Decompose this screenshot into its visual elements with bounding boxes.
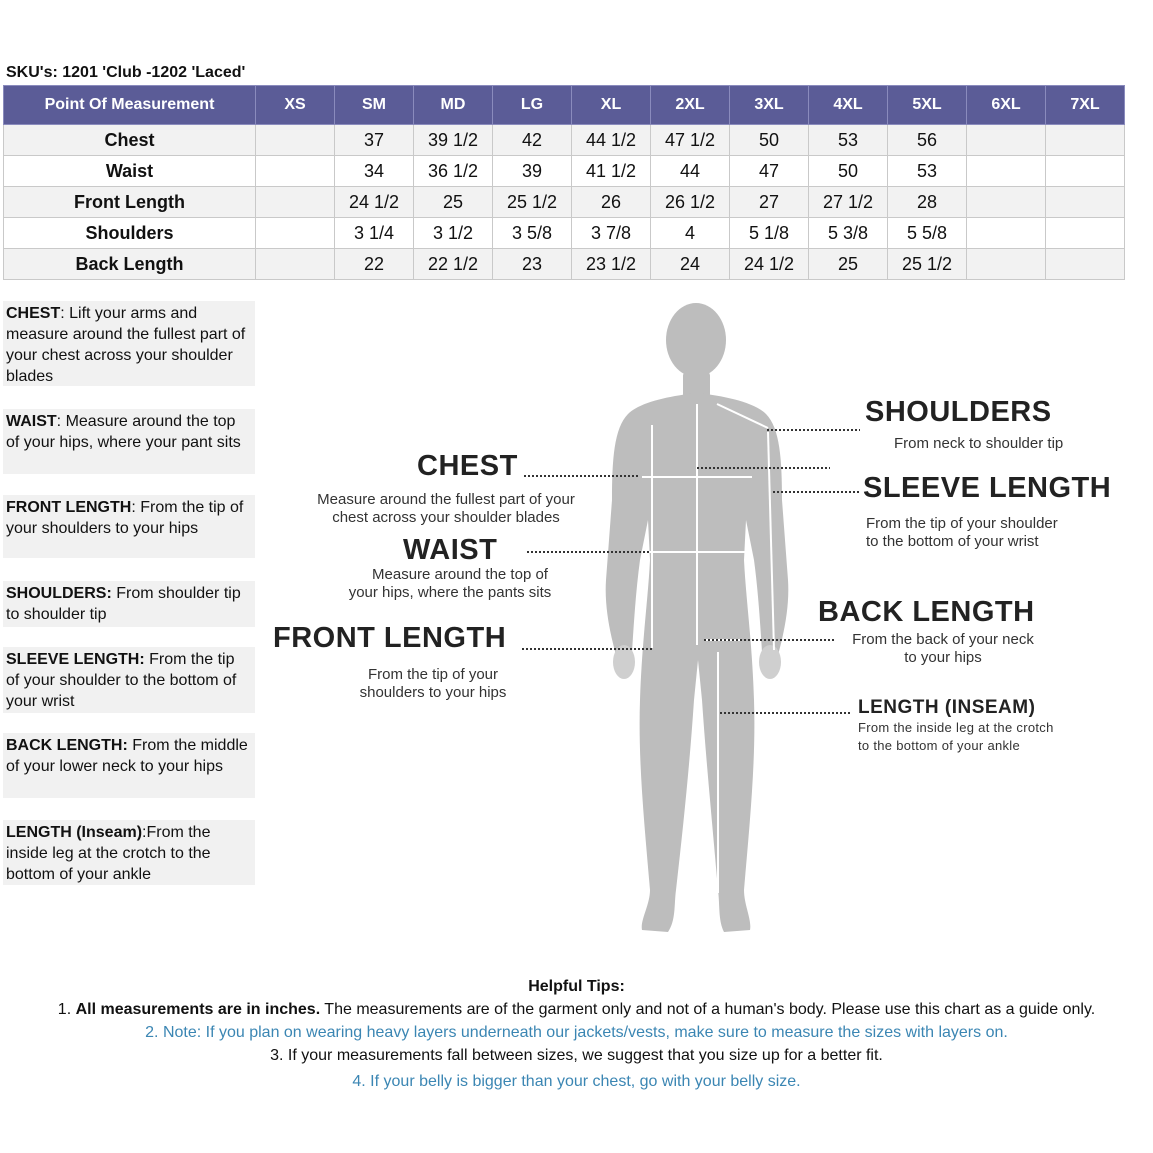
desc-text: : From the tip of your shoulders to your hips xyxy=(6,499,244,537)
table-cell: 36 1/2 xyxy=(414,156,493,187)
diagram-inseam-title: LENGTH (INSEAM) xyxy=(858,697,1036,718)
diagram-back-length-title: BACK LENGTH xyxy=(818,596,1035,628)
desc-term: WAIST xyxy=(6,413,57,430)
table-cell: 56 xyxy=(888,125,967,156)
header-point-of-measurement: Point Of Measurement xyxy=(4,86,256,125)
table-cell: 3 7/8 xyxy=(572,218,651,249)
table-cell: 50 xyxy=(730,125,809,156)
table-cell: 34 xyxy=(335,156,414,187)
diagram-shoulders-sub: From neck to shoulder tip xyxy=(894,435,1064,452)
table-cell: 22 1/2 xyxy=(414,249,493,280)
diagram-waist-sub1: Measure around the top of xyxy=(372,566,548,583)
header-size: 7XL xyxy=(1046,86,1125,125)
table-cell: 44 xyxy=(651,156,730,187)
tip-4: 4. If your belly is bigger than your chest, go with your belly size. xyxy=(352,1073,801,1090)
diagram-waist-sub2: your hips, where the pants sits xyxy=(348,584,552,601)
table-cell: 28 xyxy=(888,187,967,218)
header-size: 2XL xyxy=(651,86,730,125)
table-cell: 5 5/8 xyxy=(888,218,967,249)
diagram-inseam-sub2: to the bottom of your ankle xyxy=(858,738,1021,753)
table-cell: 41 1/2 xyxy=(572,156,651,187)
tip-2: 2. Note: If you plan on wearing heavy layers underneath our jackets/vests, make sure to measure the sizes with layers on. xyxy=(145,1024,1008,1041)
desc-text: :From the inside leg at the crotch to the bottom of your ankle xyxy=(6,824,211,883)
header-size: SM xyxy=(335,86,414,125)
table-cell: 25 xyxy=(809,249,888,280)
table-cell: 37 xyxy=(335,125,414,156)
table-cell: 42 xyxy=(493,125,572,156)
diagram-shoulders-title: SHOULDERS xyxy=(865,396,1052,428)
diagram-waist-title: WAIST xyxy=(403,534,498,566)
diagram-front-length-title: FRONT LENGTH xyxy=(273,622,507,654)
desc-text: From the tip of your shoulder to the bottom of your wrist xyxy=(6,651,237,710)
desc-term: LENGTH (Inseam) xyxy=(6,824,143,841)
diagram-chest-sub1: Measure around the fullest part of your xyxy=(317,491,575,508)
table-cell: 27 1/2 xyxy=(809,187,888,218)
desc-term: CHEST xyxy=(6,305,61,322)
diagram-inseam-sub1: From the inside leg at the crotch xyxy=(858,720,1054,735)
row-label: Front Length xyxy=(4,187,256,218)
table-cell: 25 1/2 xyxy=(493,187,572,218)
desc-term: BACK LENGTH: xyxy=(6,737,128,754)
desc-term: SLEEVE LENGTH: xyxy=(6,651,145,668)
table-cell: 25 1/2 xyxy=(888,249,967,280)
table-cell: 27 xyxy=(730,187,809,218)
table-cell: 39 1/2 xyxy=(414,125,493,156)
header-size: 6XL xyxy=(967,86,1046,125)
diagram-chest-sub2: chest across your shoulder blades xyxy=(332,509,560,526)
table-cell: 39 xyxy=(493,156,572,187)
diagram-back-length-sub2: to your hips xyxy=(904,649,982,666)
table-cell: 3 1/4 xyxy=(335,218,414,249)
table-cell: 5 1/8 xyxy=(730,218,809,249)
diagram-waist-sub xyxy=(300,566,600,602)
diagram-back-length-sub xyxy=(840,631,1046,667)
table-cell: 3 5/8 xyxy=(493,218,572,249)
tip-1-bold: All measurements are in inches. xyxy=(75,1001,321,1018)
header-size: LG xyxy=(493,86,572,125)
desc-text: : Measure around the top of your hips, where your pant sits xyxy=(6,413,241,451)
table-cell: 50 xyxy=(809,156,888,187)
desc-text: From the middle of your lower neck to your hips xyxy=(6,737,248,775)
table-cell: 25 xyxy=(414,187,493,218)
diagram-front-length-sub xyxy=(300,666,566,702)
header-size: XS xyxy=(256,86,335,125)
tip-1-rest: The measurements are of the garment only and not of a human's body. Please use this chart as a guide only. xyxy=(320,1001,1096,1018)
table-cell: 47 1/2 xyxy=(651,125,730,156)
table-cell: 5 3/8 xyxy=(809,218,888,249)
table-cell: 23 xyxy=(493,249,572,280)
table-cell: 26 xyxy=(572,187,651,218)
table-cell: 3 1/2 xyxy=(414,218,493,249)
table-cell: 23 1/2 xyxy=(572,249,651,280)
table-cell: 22 xyxy=(335,249,414,280)
header-size: XL xyxy=(572,86,651,125)
table-cell: 24 1/2 xyxy=(730,249,809,280)
row-label: Back Length xyxy=(4,249,256,280)
table-cell: 4 xyxy=(651,218,730,249)
diagram-sleeve-length-sub1: From the tip of your shoulder xyxy=(866,515,1058,532)
diagram-back-length-sub1: From the back of your neck xyxy=(852,631,1034,648)
sku-title: SKU's: 1201 'Club -1202 'Laced' xyxy=(6,64,246,81)
desc-term: SHOULDERS: xyxy=(6,585,112,602)
diagram-front-length-sub1: From the tip of your xyxy=(367,666,499,683)
header-size: 3XL xyxy=(730,86,809,125)
helpful-tips xyxy=(0,975,1153,1093)
desc-term: FRONT LENGTH xyxy=(6,499,132,516)
tips-title: Helpful Tips: xyxy=(528,978,625,995)
table-cell: 24 1/2 xyxy=(335,187,414,218)
row-label: Waist xyxy=(4,156,256,187)
table-cell: 26 1/2 xyxy=(651,187,730,218)
diagram-front-length-sub2: shoulders to your hips xyxy=(359,684,507,701)
header-size: MD xyxy=(414,86,493,125)
tip-3: 3. If your measurements fall between sizes, we suggest that you size up for a better fit. xyxy=(270,1047,883,1064)
table-cell: 53 xyxy=(809,125,888,156)
table-cell: 47 xyxy=(730,156,809,187)
diagram-sleeve-length-title: SLEEVE LENGTH xyxy=(863,472,1112,504)
tip-1 xyxy=(0,998,1153,1021)
diagram-chest-sub xyxy=(286,491,606,527)
header-size: 4XL xyxy=(809,86,888,125)
header-size: 5XL xyxy=(888,86,967,125)
diagram-chest-title: CHEST xyxy=(417,450,518,482)
diagram-sleeve-length-sub2: to the bottom of your wrist xyxy=(866,533,1039,550)
tip-1-prefix: 1. xyxy=(57,1001,76,1018)
desc-text: : Lift your arms and measure around the fullest part of your chest across your shoulder blades xyxy=(6,305,246,385)
diagram-sleeve-length-sub xyxy=(866,515,1058,551)
table-cell: 53 xyxy=(888,156,967,187)
row-label: Chest xyxy=(4,125,256,156)
desc-text: From shoulder tip to shoulder tip xyxy=(6,585,241,623)
table-cell: 24 xyxy=(651,249,730,280)
diagram-inseam-sub xyxy=(858,719,1054,755)
table-cell: 44 1/2 xyxy=(572,125,651,156)
row-label: Shoulders xyxy=(4,218,256,249)
